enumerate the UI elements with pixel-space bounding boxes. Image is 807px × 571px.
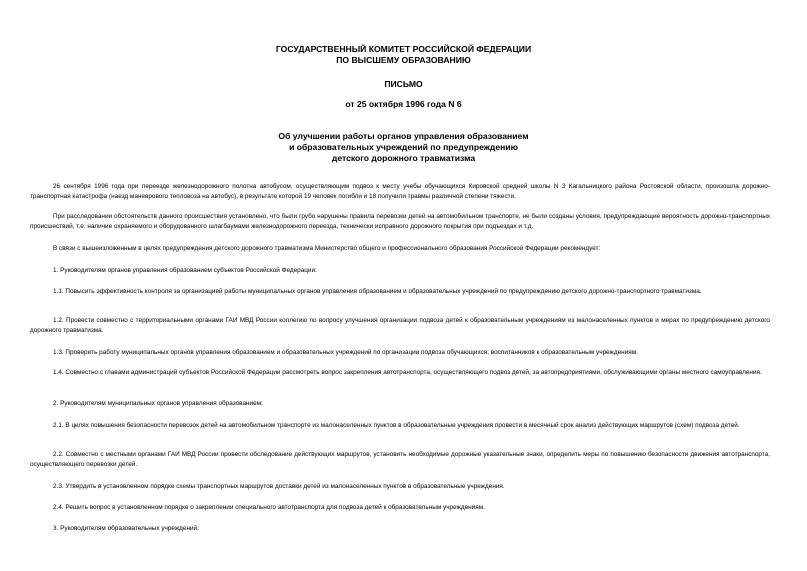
paragraph-2: При расследовании обстоятельств данного происшествия установлено, что были грубо нарушены правила перевозки детей на автомобильном транспорте, не были созданы условия, предупреждающие вероятность дорожно-транспортных происшествий, т.е. наличие охраняемого и оборудованного шлагбаумами железнодорожного переезда, технически исправного дорожного покрытия при подъездах и т.д. [30, 213, 770, 230]
paragraph-6: 1.2. Провести совместно с территориальными органами ГАИ МВД России коллегию по вопросу улучшения организации подвоза детей к образовательным учреждениям из малонаселенных пунктов и мерах по предупреждению детского дорожного травматизма. [30, 317, 770, 334]
document-type [0, 79, 807, 90]
document-type-label: ПИСЬМО [384, 79, 423, 89]
paragraph-4: 1. Руководителям органов управления образованием субъектов Российской Федерации: [53, 267, 317, 274]
paragraph-12: 2.3. Утвердить в установленном порядке схемы транспортных маршрутов доставки детей из малонаселенных пунктов в образовательные учреждения. [53, 483, 505, 490]
title-line-2: и образовательных учреждений по предупреждению [289, 142, 518, 152]
document-title [0, 131, 807, 164]
title-line-3: детского дорожного травматизма [331, 153, 476, 163]
paragraph-9: 2. Руководителям муниципальных органов управления образованием: [53, 400, 263, 407]
paragraph-5: 1.1. Повысить эффективность контроля за организацией работы муниципальных органов управления образованием и образовательных учреждений по предупреждению детского дорожно-транспортного травматизма. [53, 288, 702, 295]
date-line: от 25 октября 1996 года N 6 [345, 99, 462, 109]
paragraph-7: 1.3. Проверить работу муниципальных органов управления образованием и образовательных учреждений по организации подвоза обучающихся, воспитанников к образовательным учреждениям. [53, 349, 638, 356]
paragraph-1: 26 сентября 1996 года при переезде железнодорожного полотна автобусом, осуществляющим подвоз к месту учебы обучающихся Кировской средней школы N 3 Кагальницкого района Ростовской области, произошла дорожно-транспортная катастрофа (наезд маневрового тепловоза на автобус), в результате которой 19 человек погибли и 18 получили травмы различной степени тяжести. [30, 183, 770, 200]
organization-line-2: ПО ВЫСШЕМУ ОБРАЗОВАНИЮ [336, 55, 471, 65]
organization-line-1: ГОСУДАРСТВЕННЫЙ КОМИТЕТ РОССИЙСКОЙ ФЕДЕРАЦИИ [275, 44, 532, 54]
paragraph-14: 3. Руководителям образовательных учреждений: [53, 525, 199, 532]
title-line-1: Об улучшении работы органов управления образованием [278, 131, 529, 141]
paragraph-13: 2.4. Решить вопрос в установленном порядке о закреплении специального автотранспорта для подвоза детей к образовательным учреждениям. [53, 504, 485, 511]
paragraph-11: 2.2. Совместно с местными органами ГАИ МВД России провести обследование действующих маршрутов, установить необходимые дорожные указательные знаки, определить меры по повышению безопасности движения автотранспорта, осуществляющего перевозки детей. [30, 451, 770, 468]
paragraph-8: 1.4. Совместно с главами администраций субъектов Российской Федерации рассмотреть вопрос закрепления автотранспорта, осуществляющего подвоз детей, за автопредприятиями, обслуживающими органы местного самоуправления. [53, 369, 762, 376]
paragraph-3: В связи с вышеизложенным в целях предупреждения детского дорожного травматизма Министерство общего и профессионального образования Российской Федерации рекомендует: [53, 245, 601, 252]
issuing-organization [0, 44, 807, 66]
document-date [0, 99, 807, 110]
paragraph-10: 2.1. В целях повышения безопасности перевозок детей на автомобильном транспорте из малонаселенных пунктов в образовательные учреждения провести в месячный срок анализ действующих маршрутов (схем) подвоза детей. [53, 422, 740, 429]
